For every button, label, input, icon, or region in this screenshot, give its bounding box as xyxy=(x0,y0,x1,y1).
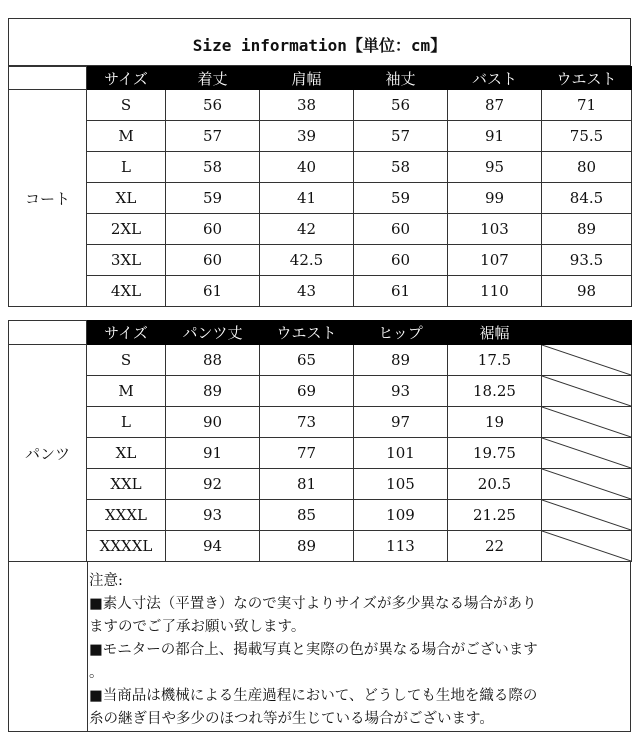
table-cell: 42 xyxy=(260,214,354,245)
table-cell: S xyxy=(87,90,166,121)
title-box xyxy=(8,18,631,66)
table-cell: XL xyxy=(87,438,166,469)
diagonal-slash xyxy=(542,376,631,406)
table-cell: 93.5 xyxy=(542,245,632,276)
empty-slash-cell xyxy=(542,345,632,376)
table-cell: 89 xyxy=(166,376,260,407)
coat-header-cell: バスト xyxy=(448,67,542,90)
coat-header-cell: サイズ xyxy=(87,67,166,90)
table-cell: 19.75 xyxy=(448,438,542,469)
table-cell: 60 xyxy=(166,245,260,276)
table-cell: 17.5 xyxy=(448,345,542,376)
coat-header-blank xyxy=(9,67,87,90)
table-cell: M xyxy=(87,376,166,407)
table-cell: 21.25 xyxy=(448,500,542,531)
table-row xyxy=(9,214,632,245)
coat-header-cell: 肩幅 xyxy=(260,67,354,90)
table-cell: 88 xyxy=(166,345,260,376)
table-cell: 60 xyxy=(354,214,448,245)
table-cell: 22 xyxy=(448,531,542,562)
table-cell: 80 xyxy=(542,152,632,183)
table-cell: 94 xyxy=(166,531,260,562)
table-cell: 61 xyxy=(166,276,260,307)
notes-body xyxy=(89,570,624,731)
notes-heading: 注意: xyxy=(89,573,123,589)
table-cell: 60 xyxy=(166,214,260,245)
table-cell: 58 xyxy=(166,152,260,183)
table-cell: 107 xyxy=(448,245,542,276)
table-cell: XXXXL xyxy=(87,531,166,562)
table-cell: 40 xyxy=(260,152,354,183)
table-row xyxy=(9,500,632,531)
table-cell: 91 xyxy=(166,438,260,469)
notes-box xyxy=(8,561,631,732)
diagonal-slash xyxy=(542,531,631,561)
table-cell: 97 xyxy=(354,407,448,438)
table-row xyxy=(9,376,632,407)
table-cell: 42.5 xyxy=(260,245,354,276)
table-cell: XXL xyxy=(87,469,166,500)
table-row xyxy=(9,407,632,438)
coat-header-cell: 袖丈 xyxy=(354,67,448,90)
table-cell: L xyxy=(87,152,166,183)
table-cell: 93 xyxy=(354,376,448,407)
notes-line: ■当商品は機械による生産過程において、どうしても生地を織る際の xyxy=(89,688,538,704)
table-cell: 89 xyxy=(260,531,354,562)
empty-slash-cell xyxy=(542,376,632,407)
table-cell: 69 xyxy=(260,376,354,407)
table-cell: 58 xyxy=(354,152,448,183)
table-cell: XL xyxy=(87,183,166,214)
table-cell: 110 xyxy=(448,276,542,307)
table-cell: 60 xyxy=(354,245,448,276)
table-cell: 105 xyxy=(354,469,448,500)
table-cell: 95 xyxy=(448,152,542,183)
table-row xyxy=(9,90,632,121)
coat-header-row xyxy=(9,67,632,90)
table-cell: 71 xyxy=(542,90,632,121)
pants-header-cell: 裾幅 xyxy=(448,321,542,345)
table-cell: 61 xyxy=(354,276,448,307)
table-cell: 19 xyxy=(448,407,542,438)
empty-slash-cell xyxy=(542,438,632,469)
empty-slash-cell xyxy=(542,469,632,500)
table-cell: 90 xyxy=(166,407,260,438)
table-cell: 113 xyxy=(354,531,448,562)
coat-header-cell: ウエスト xyxy=(542,67,632,90)
notes-line: 糸の継ぎ目や多少のほつれ等が生じている場合がございます。 xyxy=(89,711,494,727)
pants-header-row xyxy=(9,321,632,345)
diagonal-slash xyxy=(542,469,631,499)
table-cell: S xyxy=(87,345,166,376)
table-cell: 98 xyxy=(542,276,632,307)
notes-line: ■素人寸法（平置き）なので実寸よりサイズが多少異なる場合があり xyxy=(89,596,537,612)
table-cell: M xyxy=(87,121,166,152)
table-cell: 77 xyxy=(260,438,354,469)
notes-gutter xyxy=(9,562,88,731)
diagonal-slash xyxy=(542,500,631,530)
empty-slash-cell xyxy=(542,531,632,562)
table-row xyxy=(9,121,632,152)
table-cell: 56 xyxy=(166,90,260,121)
table-cell: 109 xyxy=(354,500,448,531)
table-cell: 103 xyxy=(448,214,542,245)
pants-group-label: パンツ xyxy=(9,345,87,562)
table-cell: 56 xyxy=(354,90,448,121)
table-cell: 43 xyxy=(260,276,354,307)
table-row xyxy=(9,438,632,469)
table-cell: 89 xyxy=(542,214,632,245)
table-cell: 57 xyxy=(354,121,448,152)
page-title: Size information【単位：cm】 xyxy=(192,36,447,55)
coat-header-cell: 着丈 xyxy=(166,67,260,90)
coat-size-table xyxy=(8,66,632,307)
table-cell: 20.5 xyxy=(448,469,542,500)
pants-header-cell: サイズ xyxy=(87,321,166,345)
table-cell: 4XL xyxy=(87,276,166,307)
table-cell: 75.5 xyxy=(542,121,632,152)
table-cell: 3XL xyxy=(87,245,166,276)
table-cell: 59 xyxy=(166,183,260,214)
table-row xyxy=(9,531,632,562)
pants-header-cell: パンツ丈 xyxy=(166,321,260,345)
pants-size-table xyxy=(8,320,632,562)
diagonal-slash xyxy=(542,345,631,375)
table-cell: 87 xyxy=(448,90,542,121)
table-cell: 59 xyxy=(354,183,448,214)
table-cell: L xyxy=(87,407,166,438)
table-row xyxy=(9,345,632,376)
empty-slash-cell xyxy=(542,500,632,531)
table-cell: 65 xyxy=(260,345,354,376)
table-cell: 91 xyxy=(448,121,542,152)
table-cell: 92 xyxy=(166,469,260,500)
table-cell: 41 xyxy=(260,183,354,214)
pants-header-cell: ヒップ xyxy=(354,321,448,345)
table-row xyxy=(9,245,632,276)
table-row xyxy=(9,469,632,500)
table-cell: 99 xyxy=(448,183,542,214)
table-cell: 73 xyxy=(260,407,354,438)
pants-header-blank xyxy=(542,321,632,345)
notes-line: ■モニターの都合上、掲載写真と実際の色が異なる場合がございます xyxy=(89,642,538,658)
diagonal-slash xyxy=(542,438,631,468)
table-cell: 57 xyxy=(166,121,260,152)
pants-header-cell: ウエスト xyxy=(260,321,354,345)
table-cell: XXXL xyxy=(87,500,166,531)
table-row xyxy=(9,276,632,307)
coat-group-label: コート xyxy=(9,90,87,307)
table-cell: 93 xyxy=(166,500,260,531)
table-cell: 39 xyxy=(260,121,354,152)
table-row xyxy=(9,152,632,183)
pants-header-blank xyxy=(9,321,87,345)
table-cell: 101 xyxy=(354,438,448,469)
notes-line: 。 xyxy=(89,665,104,681)
table-cell: 89 xyxy=(354,345,448,376)
diagonal-slash xyxy=(542,407,631,437)
notes-line: ますのでご了承お願い致します。 xyxy=(89,619,306,635)
table-cell: 84.5 xyxy=(542,183,632,214)
table-cell: 18.25 xyxy=(448,376,542,407)
table-cell: 2XL xyxy=(87,214,166,245)
table-cell: 85 xyxy=(260,500,354,531)
empty-slash-cell xyxy=(542,407,632,438)
table-row xyxy=(9,183,632,214)
table-cell: 38 xyxy=(260,90,354,121)
table-cell: 81 xyxy=(260,469,354,500)
